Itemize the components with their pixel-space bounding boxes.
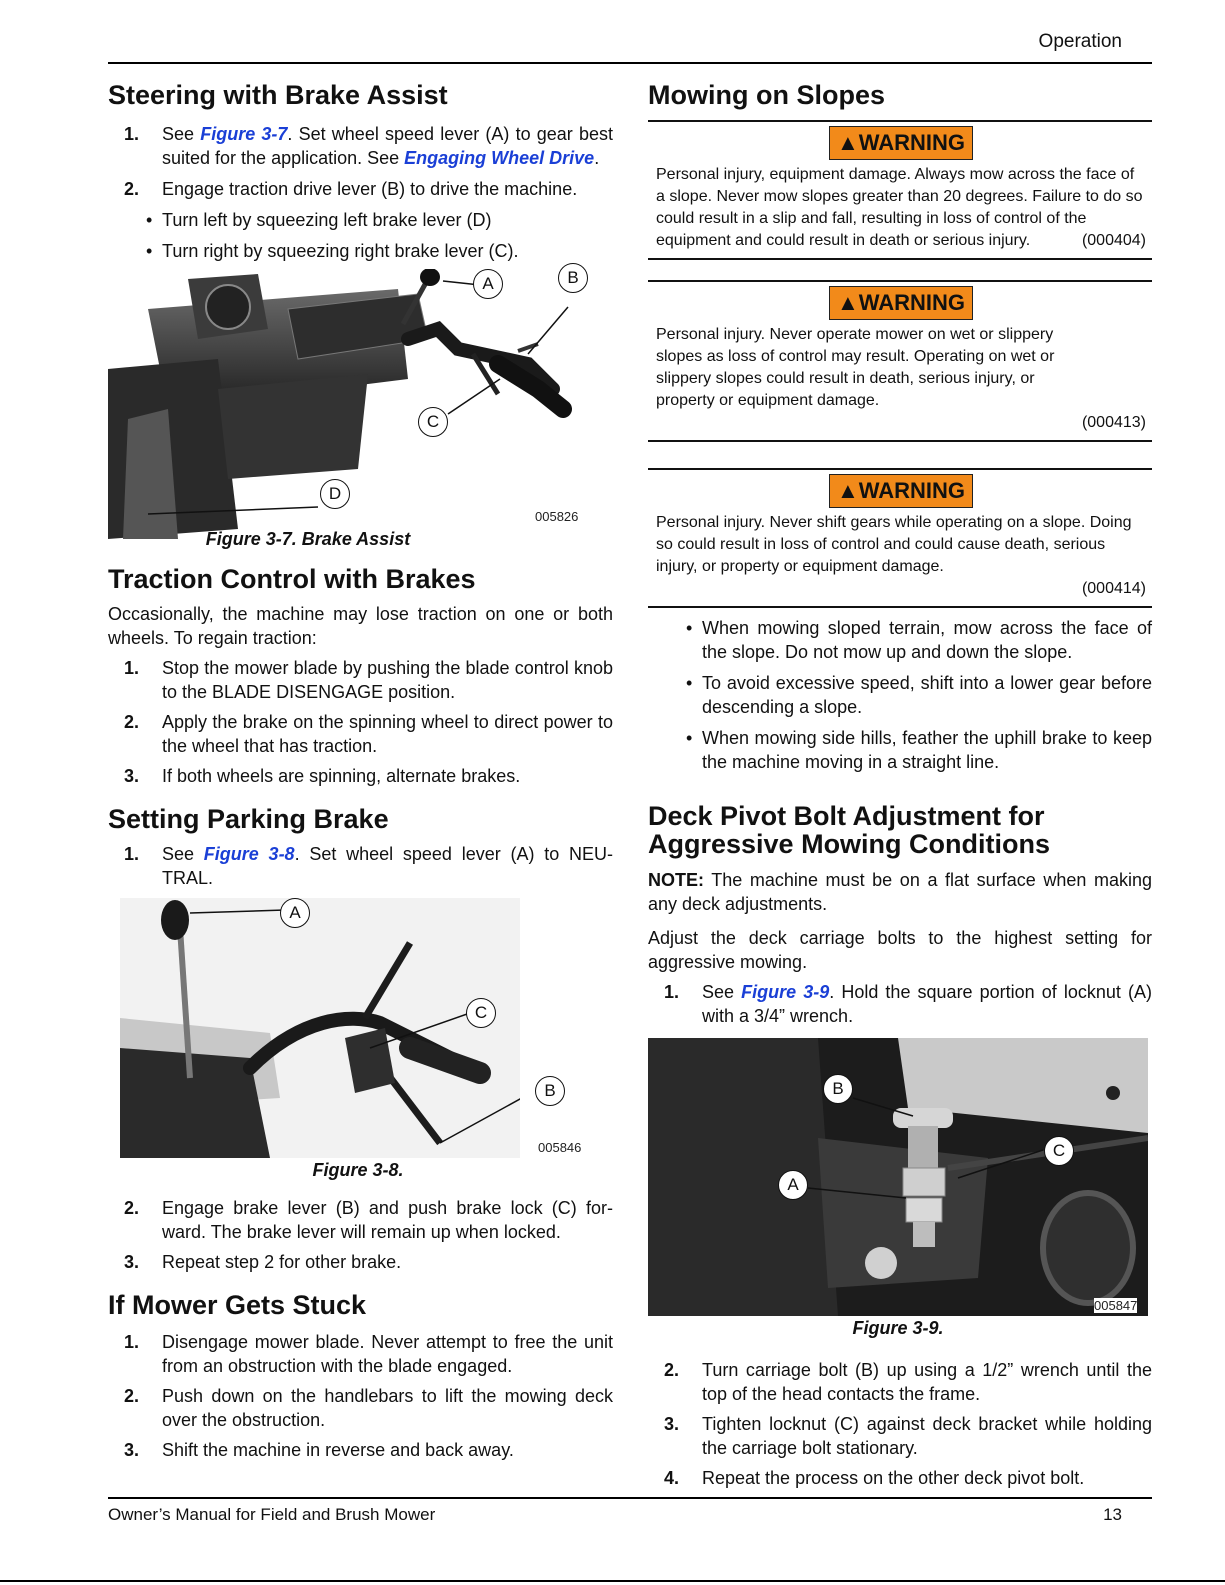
step-text: Disengage mower blade. Never attempt to free the unit from an obstruction with the blade engaged. — [162, 1332, 613, 1376]
figure-3-8-link[interactable]: Figure 3-8 — [203, 844, 295, 864]
warning-triangle-icon: ▲ — [836, 478, 859, 503]
step-number: 1. — [124, 124, 140, 144]
step-text: Shift the machine in reverse and back away. — [162, 1440, 514, 1460]
step-text: See — [162, 844, 204, 864]
step-number: 3. — [124, 1252, 140, 1272]
step-text: Push down on the handlebars to lift the mowing deck over the obstruction. — [162, 1386, 613, 1430]
step-text: Tighten locknut (C) against deck bracket while holding the carriage bolt stationary. — [702, 1414, 1152, 1458]
warning-badge — [829, 126, 973, 160]
step-text: Engage brake lever (B) and push brake lock (C) for-ward. The brake lever will remain up when locked. — [162, 1198, 613, 1242]
step-text: Repeat the process on the other deck pivot bolt. — [702, 1468, 1085, 1488]
warning-text: Personal injury. Never shift gears while operating on a slope. Doing so could result in loss of control and could cause death, serious injury, or property or equipment damage. — [656, 514, 1132, 575]
warning-text: Personal injury, equipment damage. Always mow across the face of a slope. Never mow slopes greater than 20 degrees. Failure to do so could result in a slip and fall, resulting in loss of control of the equipment and could result in death or serious injury. — [656, 166, 1143, 249]
warning-label: WARNING — [858, 478, 966, 503]
figure-caption: Figure 3-9. — [852, 1318, 944, 1338]
section-heading-steering: Steering with Brake Assist — [108, 80, 448, 110]
note-label: NOTE: — [648, 870, 704, 890]
step-number: 1. — [124, 844, 140, 864]
page-header-title: Operation — [1038, 31, 1122, 52]
traction-step-2 — [108, 710, 613, 758]
parking-step-2 — [108, 1196, 613, 1244]
section-heading-parking: Setting Parking Brake — [108, 804, 389, 834]
step-number: 1. — [664, 982, 680, 1002]
deck-step-3 — [648, 1412, 1152, 1460]
step-number: 2. — [124, 1198, 140, 1218]
warning-code: (000414) — [1081, 580, 1146, 597]
figure-caption: Figure 3-7. Brake Assist — [205, 529, 411, 549]
warning-triangle-icon: ▲ — [836, 130, 859, 155]
header-rule — [108, 62, 1152, 64]
footer-rule — [108, 1497, 1152, 1499]
step-text: See — [162, 124, 201, 144]
heading-line: Aggressive Mowing Conditions — [648, 829, 1051, 859]
step-text: . Set wheel speed lever (A) to NEU-TRAL. — [162, 844, 613, 888]
warning-triangle-icon: ▲ — [836, 290, 859, 315]
warning-box-000413 — [648, 280, 1152, 442]
step-text: Stop the mower blade by pushing the blade control knob to the BLADE DISENGAGE position. — [162, 658, 613, 702]
figure-3-9-link[interactable]: Figure 3-9 — [741, 982, 830, 1002]
callout-d: D — [320, 479, 350, 509]
bullet-item: • To avoid excessive speed, shift into a lower gear before descending a slope. — [648, 671, 1152, 719]
step-text: Engage traction drive lever (B) to drive the machine. — [162, 179, 578, 199]
warning-box-000414 — [648, 468, 1152, 608]
warning-code: (000404) — [1081, 232, 1146, 249]
warning-badge — [829, 286, 973, 320]
step-text: . — [594, 148, 600, 168]
figure-3-8 — [108, 898, 613, 1188]
step-number: 2. — [124, 1386, 140, 1406]
step-number: 1. — [124, 658, 140, 678]
callout-c: C — [418, 407, 448, 437]
callout-c: C — [466, 998, 496, 1028]
step-text: See — [702, 982, 742, 1002]
deck-step-4 — [648, 1466, 1152, 1490]
bullet-item: • When mowing sloped terrain, mow across the face of the slope. Do not mow up and down the slope. — [648, 616, 1152, 664]
callout-a: A — [473, 269, 503, 299]
footer-manual-title: Owner’s Manual for Field and Brush Mower — [108, 1505, 436, 1524]
step-number: 4. — [664, 1468, 680, 1488]
deck-pivot-bolt-photo — [648, 1038, 1148, 1316]
figure-number: 005826 — [535, 509, 579, 524]
step-number: 1. — [124, 1332, 140, 1352]
right-column — [648, 80, 1152, 1490]
traction-intro: Occasionally, the machine may lose traction on one or both wheels. To regain traction: — [108, 604, 613, 648]
section-heading-deck — [648, 802, 1152, 858]
section-heading-slopes: Mowing on Slopes — [648, 80, 885, 110]
step-number: 2. — [124, 179, 140, 199]
stuck-step-2 — [108, 1384, 613, 1432]
bullet-item: • Turn right by squeezing right brake lever (C). — [108, 239, 613, 263]
engaging-wheel-drive-link[interactable]: Engaging Wheel Drive — [404, 148, 595, 168]
figure-3-7-link[interactable]: Figure 3-7 — [200, 124, 288, 144]
brake-assist-photo — [108, 269, 608, 539]
warning-badge — [829, 474, 973, 508]
deck-note — [648, 868, 1152, 916]
section-heading-stuck: If Mower Gets Stuck — [108, 1290, 367, 1320]
deck-intro: Adjust the deck carriage bolts to the highest setting for aggressive mowing. — [648, 928, 1152, 972]
callout-b: B — [823, 1074, 853, 1104]
warning-text: Personal injury. Never operate mower on wet or slippery slopes as loss of control may result. Operating on wet or slippery slopes could result in death, serious injury, or property or equipment damage. — [656, 326, 1055, 409]
note-text: The machine must be on a flat surface when making any deck adjustments. — [648, 870, 1152, 914]
figure-3-7 — [108, 269, 613, 554]
step-number: 3. — [664, 1414, 680, 1434]
parking-step-3 — [108, 1250, 613, 1274]
callout-b: B — [535, 1076, 565, 1106]
parking-step-1 — [108, 842, 613, 890]
step-text: . Set wheel speed lever (A) to gear best suited for the application. See — [162, 124, 614, 168]
left-column — [108, 80, 613, 1462]
step-text: Repeat step 2 for other brake. — [162, 1252, 402, 1272]
step-text: If both wheels are spinning, alternate brakes. — [162, 766, 521, 786]
steering-step-2 — [108, 177, 613, 201]
step-text: Turn carriage bolt (B) up using a 1/2” wrench until the top of the head contacts the frame. — [702, 1360, 1152, 1404]
warning-box-000404 — [648, 120, 1152, 260]
warning-label: WARNING — [858, 130, 966, 155]
stuck-step-1 — [108, 1330, 613, 1378]
step-number: 3. — [124, 766, 140, 786]
parking-brake-photo — [120, 898, 520, 1158]
step-number: 2. — [664, 1360, 680, 1380]
steering-step-1 — [108, 122, 613, 170]
stuck-step-3 — [108, 1438, 613, 1462]
figure-3-9 — [648, 1038, 1152, 1350]
traction-step-3 — [108, 764, 613, 788]
bottom-border — [0, 1580, 1225, 1582]
callout-a: A — [280, 898, 310, 928]
figure-caption: Figure 3-8. — [312, 1160, 404, 1180]
figure-number: 005847 — [1094, 1298, 1138, 1313]
callout-b: B — [558, 263, 588, 293]
callout-c: C — [1044, 1136, 1074, 1166]
heading-line: Deck Pivot Bolt Adjustment for — [648, 801, 1045, 831]
step-text: Apply the brake on the spinning wheel to direct power to the wheel that has traction. — [162, 712, 613, 756]
figure-number: 005846 — [538, 1140, 582, 1155]
bullet-item: • Turn left by squeezing left brake lever (D) — [108, 208, 613, 232]
step-number: 3. — [124, 1440, 140, 1460]
footer-page-number: 13 — [1103, 1505, 1122, 1524]
bullet-item: • When mowing side hills, feather the uphill brake to keep the machine moving in a straight line. — [648, 726, 1152, 774]
deck-step-2 — [648, 1358, 1152, 1406]
step-number: 2. — [124, 712, 140, 732]
callout-a: A — [778, 1170, 808, 1200]
warning-label: WARNING — [858, 290, 966, 315]
deck-step-1 — [648, 980, 1152, 1028]
step-text: . Hold the square portion of locknut (A) with a 3/4” wrench. — [702, 982, 1152, 1026]
section-heading-traction: Traction Control with Brakes — [108, 564, 476, 594]
warning-code: (000413) — [1081, 414, 1146, 431]
traction-step-1 — [108, 656, 613, 704]
